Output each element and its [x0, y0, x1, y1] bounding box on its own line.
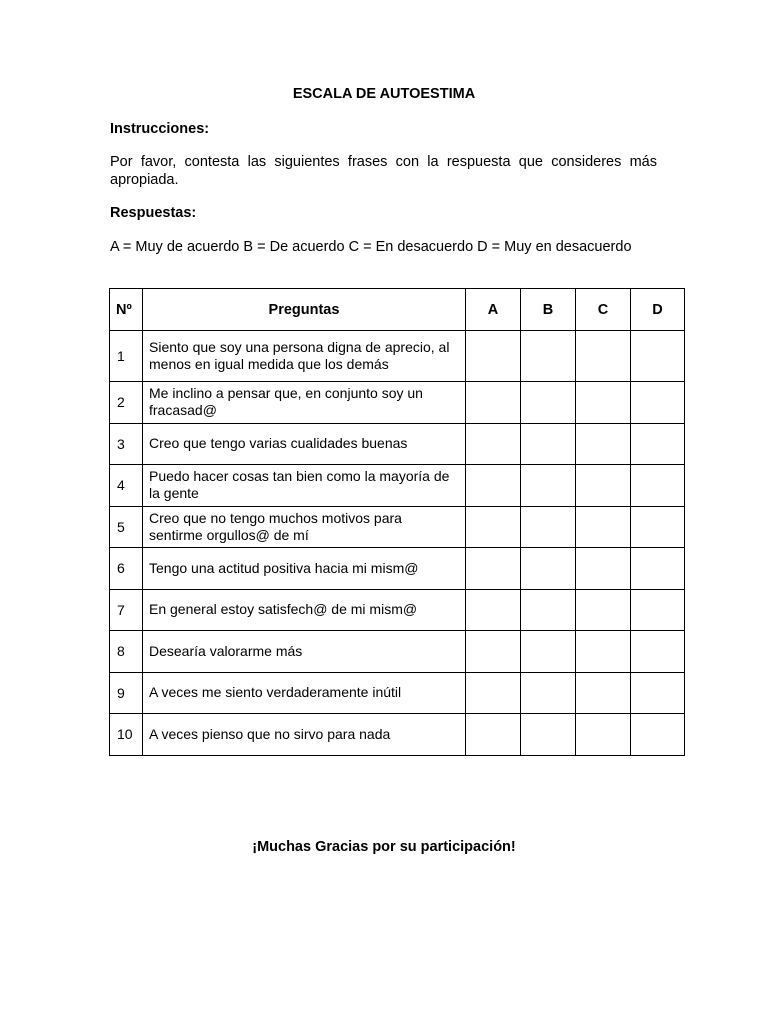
- answer-cell-d[interactable]: [631, 382, 685, 424]
- document-title: ESCALA DE AUTOESTIMA: [292, 86, 476, 102]
- answer-cell-b[interactable]: [521, 548, 576, 590]
- answer-cell-b[interactable]: [521, 423, 576, 465]
- column-header-b: B: [521, 289, 576, 331]
- answer-cell-c[interactable]: [576, 423, 631, 465]
- column-header-questions: Preguntas: [143, 289, 466, 331]
- table-header-row: [110, 289, 685, 331]
- answer-cell-a[interactable]: [466, 631, 521, 673]
- answer-cell-a[interactable]: [466, 331, 521, 382]
- answer-cell-b[interactable]: [521, 382, 576, 424]
- table-row: [110, 631, 685, 673]
- answer-cell-a[interactable]: [466, 548, 521, 590]
- answers-legend: A = Muy de acuerdo B = De acuerdo C = En desacuerdo D = Muy en desacuerdo: [110, 239, 632, 255]
- table-row: [110, 506, 685, 548]
- table-row: [110, 465, 685, 507]
- question-text: Me inclino a pensar que, en conjunto soy un fracasad@: [143, 382, 466, 424]
- instructions-heading: Instrucciones:: [110, 121, 210, 137]
- answers-heading: Respuestas:: [110, 205, 197, 221]
- answer-cell-c[interactable]: [576, 465, 631, 507]
- question-number: 2: [110, 382, 143, 424]
- answer-cell-d[interactable]: [631, 714, 685, 756]
- table-row: [110, 382, 685, 424]
- question-text: Tengo una actitud positiva hacia mi mism@: [143, 548, 466, 590]
- column-header-c: C: [576, 289, 631, 331]
- answer-cell-d[interactable]: [631, 331, 685, 382]
- question-text: A veces pienso que no sirvo para nada: [143, 714, 466, 756]
- table-row: [110, 423, 685, 465]
- question-number: 3: [110, 423, 143, 465]
- question-number: 4: [110, 465, 143, 507]
- answer-cell-c[interactable]: [576, 382, 631, 424]
- answer-cell-b[interactable]: [521, 465, 576, 507]
- self-esteem-table: [109, 288, 685, 756]
- question-text: Puedo hacer cosas tan bien como la mayoría de la gente: [143, 465, 466, 507]
- question-number: 8: [110, 631, 143, 673]
- answer-cell-b[interactable]: [521, 506, 576, 548]
- answer-cell-d[interactable]: [631, 672, 685, 714]
- column-header-a: A: [466, 289, 521, 331]
- question-number: 10: [110, 714, 143, 756]
- answer-cell-d[interactable]: [631, 506, 685, 548]
- answer-cell-d[interactable]: [631, 465, 685, 507]
- question-text: Creo que tengo varias cualidades buenas: [143, 423, 466, 465]
- answer-cell-c[interactable]: [576, 714, 631, 756]
- answer-cell-a[interactable]: [466, 714, 521, 756]
- question-text: A veces me siento verdaderamente inútil: [143, 672, 466, 714]
- answer-cell-d[interactable]: [631, 589, 685, 631]
- answer-cell-b[interactable]: [521, 331, 576, 382]
- table-row: [110, 548, 685, 590]
- answer-cell-b[interactable]: [521, 589, 576, 631]
- answer-cell-c[interactable]: [576, 548, 631, 590]
- question-text: Desearía valorarme más: [143, 631, 466, 673]
- thank-you-message: ¡Muchas Gracias por su participación!: [252, 839, 516, 855]
- question-number: 9: [110, 672, 143, 714]
- column-header-number: Nº: [110, 289, 143, 331]
- question-number: 6: [110, 548, 143, 590]
- question-text: Creo que no tengo muchos motivos para sentirme orgullos@ de mí: [143, 506, 466, 548]
- column-header-d: D: [631, 289, 685, 331]
- question-number: 7: [110, 589, 143, 631]
- answer-cell-c[interactable]: [576, 589, 631, 631]
- answer-cell-b[interactable]: [521, 714, 576, 756]
- answer-cell-a[interactable]: [466, 672, 521, 714]
- question-number: 5: [110, 506, 143, 548]
- answer-cell-b[interactable]: [521, 672, 576, 714]
- question-number: 1: [110, 331, 143, 382]
- answer-cell-a[interactable]: [466, 465, 521, 507]
- answer-cell-a[interactable]: [466, 506, 521, 548]
- answer-cell-a[interactable]: [466, 423, 521, 465]
- table-row: [110, 672, 685, 714]
- table-row: [110, 714, 685, 756]
- answer-cell-d[interactable]: [631, 631, 685, 673]
- answer-cell-a[interactable]: [466, 382, 521, 424]
- question-text: Siento que soy una persona digna de aprecio, al menos en igual medida que los demás: [143, 331, 466, 382]
- answer-cell-d[interactable]: [631, 548, 685, 590]
- instructions-text: Por favor, contesta las siguientes frases con la respuesta que consideres más apropiada.: [110, 154, 657, 188]
- question-text: En general estoy satisfech@ de mi mism@: [143, 589, 466, 631]
- answer-cell-a[interactable]: [466, 589, 521, 631]
- answer-cell-b[interactable]: [521, 631, 576, 673]
- answer-cell-c[interactable]: [576, 631, 631, 673]
- answer-cell-c[interactable]: [576, 672, 631, 714]
- answer-cell-c[interactable]: [576, 506, 631, 548]
- table-row: [110, 331, 685, 382]
- answer-cell-d[interactable]: [631, 423, 685, 465]
- table-row: [110, 589, 685, 631]
- answer-cell-c[interactable]: [576, 331, 631, 382]
